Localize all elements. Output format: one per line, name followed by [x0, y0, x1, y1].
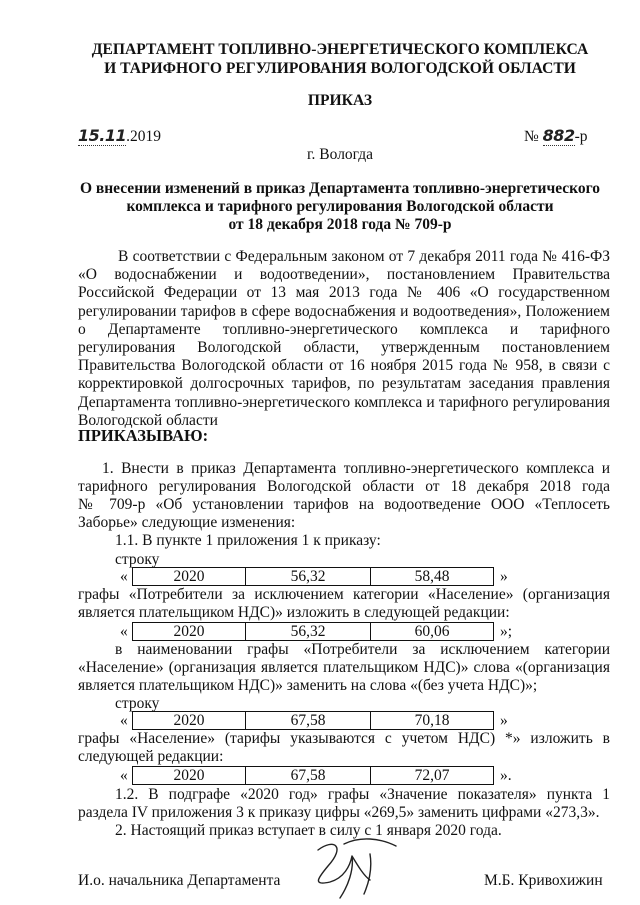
order-date: [78, 126, 161, 146]
stroku-label: строку: [115, 551, 160, 568]
preamble: В соответствии с Федеральным законом от 7 декабря 2011 года № 416-ФЗ «О водоснабжении и водоотведении», постановлением Правительства Российской Федерации от 13 мая 2013 года № 406 «О государственном регулировании тарифов в сфере водоснабжения и водоотведения», Положением о Департаменте топливно-энергетического комплекса и тарифного регулирования Вологодской области, утвержденным постановлением Правительства Вологодской области от 16 ноября 2015 года № 958, в связи с корректировкой долгосрочных тарифов, по результатам заседания правления Департамента топливно-энергетического комплекса и тарифного регулирования Вологодской области: [78, 248, 610, 429]
date-year: .2019: [126, 128, 161, 145]
cell-value2: 72,07: [371, 767, 494, 785]
item1-line2: тарифного регулирования Вологодской области от 18 декабря 2018 года: [78, 478, 610, 495]
quote-open: «: [120, 767, 128, 784]
text2-line2: «Население» (организация является плательщиком НДС)» слова «(организация: [78, 659, 610, 676]
text3-line1: графы «Население» (тарифы указываются с учетом НДС) *» изложить в: [78, 730, 610, 747]
item1-2-line2: раздела IV приложения 3 к приказу цифры «269,5» заменить цифрами «273,3».: [78, 804, 600, 821]
text3-line2: следующей редакции:: [78, 748, 224, 765]
cell-year: 2020: [133, 568, 246, 586]
quote-open: «: [120, 712, 128, 729]
text2-line3: является плательщиком НДС)» заменить на слова «(без учета НДС)»;: [78, 677, 538, 694]
quote-close: »: [500, 568, 508, 585]
city: г. Вологда: [306, 146, 374, 163]
signatory-name: М.Б. Кривохижин: [484, 872, 603, 889]
item1-1-heading: 1.1. В пункте 1 приложения 1 к приказу:: [115, 532, 381, 549]
item1-line3: № 709-р «Об установлении тарифов на водоотведение ООО «Теплосеть: [78, 496, 610, 513]
quote-open: «: [120, 568, 128, 585]
department-name-line1: ДЕПАРТАМЕНТ ТОПЛИВНО-ЭНЕРГЕТИЧЕСКОГО КОМПЛЕКСА: [91, 41, 589, 58]
order-title: [60, 180, 620, 234]
handwritten-date: 15.11: [78, 126, 127, 145]
stroku-label-2: строку: [115, 695, 160, 712]
number-suffix: -р: [574, 128, 588, 145]
cell-year: 2020: [133, 767, 246, 785]
tariff-row-new-2: [120, 766, 530, 785]
cell-value1: 56,32: [246, 568, 371, 586]
cell-year: 2020: [133, 623, 246, 641]
cell-value1: 67,58: [246, 767, 371, 785]
handwritten-number: 882: [542, 126, 575, 145]
department-name-line2: И ТАРИФНОГО РЕГУЛИРОВАНИЯ ВОЛОГОДСКОЙ ОБЛАСТИ: [104, 60, 576, 77]
cell-year: 2020: [133, 712, 246, 730]
quote-open: «: [120, 623, 128, 640]
cell-value2: 70,18: [371, 712, 494, 730]
quote-close: »: [500, 712, 508, 729]
tariff-row-old-1: [120, 567, 530, 586]
order-number: [524, 126, 588, 146]
cell-value2: 58,48: [371, 568, 494, 586]
title-line1: О внесении изменений в приказ Департамента топливно-энергетического: [79, 180, 601, 197]
title-line3: от 18 декабря 2018 года № 709-р: [228, 216, 452, 233]
handwritten-signature: [300, 836, 420, 900]
item1-line4: Заборье» следующие изменения:: [78, 514, 296, 531]
tariff-row-new-1: [120, 622, 530, 641]
item1-line1: 1. Внести в приказ Департамента топливно-энергетического комплекса и: [102, 460, 610, 477]
item2: 2. Настоящий приказ вступает в силу с 1 января 2020 года.: [115, 822, 502, 839]
cell-value2: 60,06: [371, 623, 494, 641]
quote-close: »;: [500, 623, 513, 640]
text1-line1: графы «Потребители за исключением категории «Население» (организация: [78, 586, 610, 603]
number-prefix: №: [524, 128, 539, 145]
text2-line1: в наименовании графы «Потребители за исключением категории: [115, 641, 610, 658]
tariff-row-old-2: [120, 711, 530, 730]
title-line2: комплекса и тарифного регулирования Вологодской области: [126, 198, 554, 215]
cell-value1: 56,32: [246, 623, 371, 641]
signatory-position: И.о. начальника Департамента: [78, 872, 281, 889]
item1-2-line1: 1.2. В подграфе «2020 год» графы «Значение показателя» пункта 1: [115, 786, 610, 803]
cell-value1: 67,58: [246, 712, 371, 730]
doc-type: ПРИКАЗ: [307, 92, 373, 109]
quote-close: ».: [500, 767, 512, 784]
text1-line2: является плательщиком НДС)» изложить в следующей редакции:: [78, 604, 510, 621]
order-word: ПРИКАЗЫВАЮ:: [78, 426, 209, 445]
